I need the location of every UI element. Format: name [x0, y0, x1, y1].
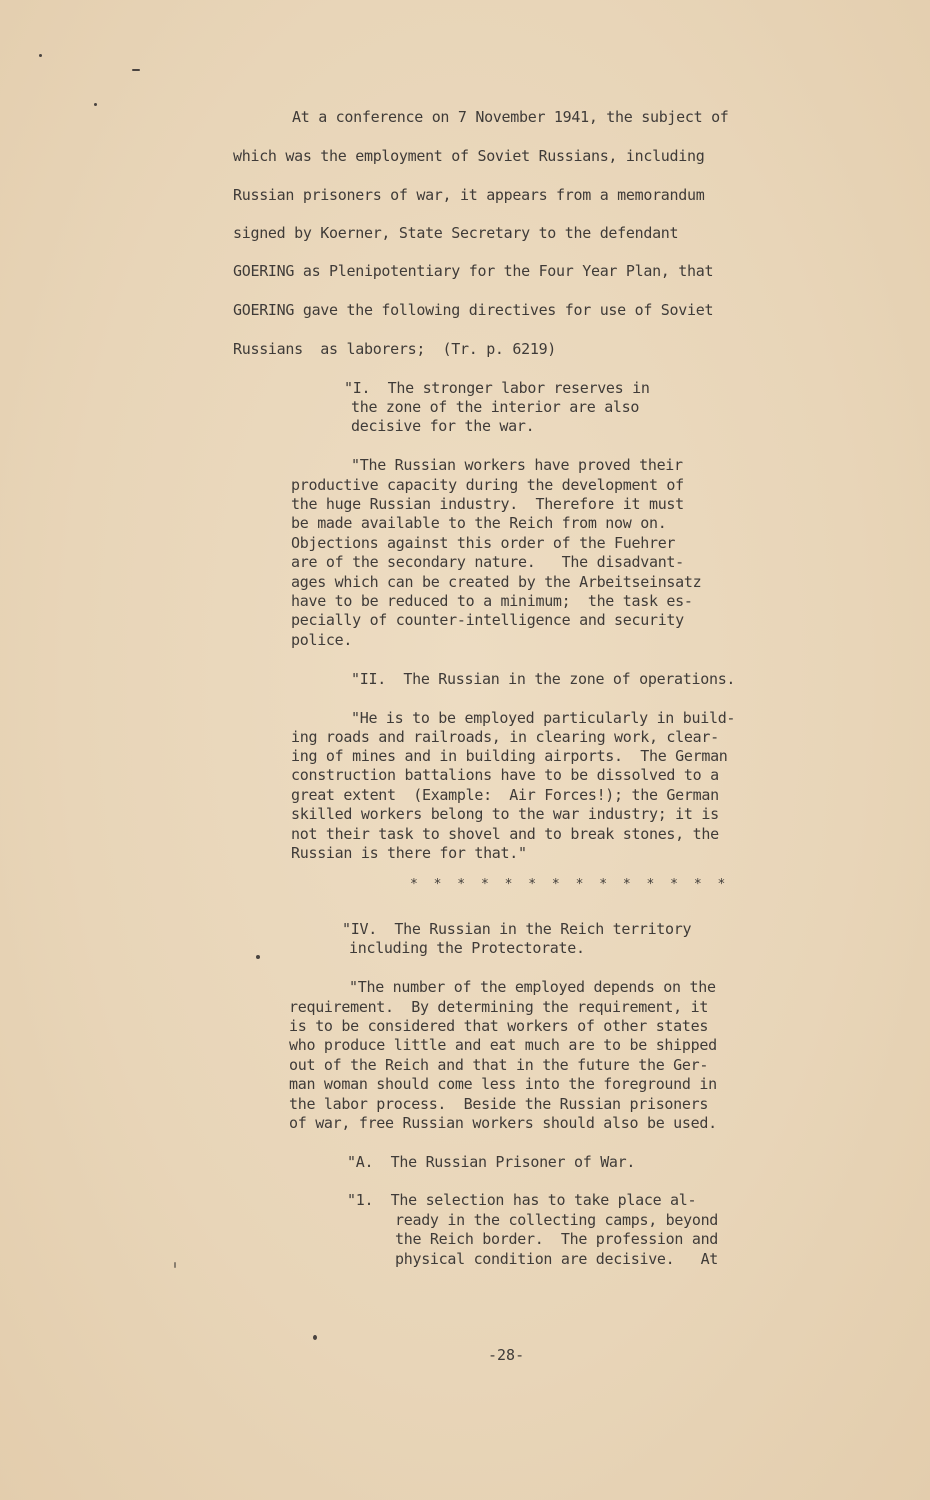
section-separator: * * * * * * * * * * * * * * [410, 877, 730, 892]
section-iv-body-line: man woman should come less into the foreground in [289, 1075, 717, 1093]
section-iv-body-line: out of the Reich and that in the future the Ger- [289, 1056, 709, 1074]
scan-speck [39, 54, 42, 57]
section-ii-body-line: not their task to shovel and to break stones, the [291, 825, 719, 843]
section-iv-body-line: "The number of the employed depends on the [349, 978, 716, 996]
item-1-line: ready in the collecting camps, beyond [395, 1211, 719, 1229]
section-i-body-line: "The Russian workers have proved their [351, 456, 683, 474]
section-i-heading-line: the zone of the interior are also [351, 398, 640, 416]
section-iv-body-line: the labor process. Beside the Russian prisoners [289, 1095, 709, 1113]
section-iv-body-line: who produce little and eat much are to be shipped [289, 1036, 717, 1054]
section-iv-heading-line: "IV. The Russian in the Reich territory [342, 920, 692, 938]
section-i-heading-line: decisive for the war. [351, 417, 535, 435]
intro-line: GOERING as Plenipotentiary for the Four Year Plan, that [233, 262, 714, 280]
page-number: -28- [488, 1346, 525, 1364]
section-ii-body-line: ing roads and railroads, in clearing work, clear- [291, 728, 719, 746]
section-ii-heading: "II. The Russian in the zone of operations. [351, 670, 736, 688]
intro-line: GOERING gave the following directives for use of Soviet [233, 301, 714, 319]
section-iv-body-line: is to be considered that workers of other states [289, 1017, 709, 1035]
section-i-body-line: ages which can be created by the Arbeitseinsatz [291, 573, 702, 591]
section-i-body-line: Objections against this order of the Fuehrer [291, 534, 676, 552]
section-i-heading-line: "I. The stronger labor reserves in [344, 379, 650, 397]
section-iv-body-line: of war, free Russian workers should also be used. [289, 1114, 717, 1132]
intro-line: Russians as laborers; (Tr. p. 6219) [233, 340, 557, 358]
section-i-body-line: pecially of counter-intelligence and security [291, 611, 684, 629]
intro-line: signed by Koerner, State Secretary to the defendant [233, 224, 679, 242]
section-iv-heading-line: including the Protectorate. [349, 939, 585, 957]
section-ii-body-line: great extent (Example: Air Forces!); the German [291, 786, 719, 804]
section-i-body-line: police. [291, 631, 353, 649]
section-i-body-line: are of the secondary nature. The disadvant- [291, 553, 684, 571]
section-i-body-line: have to be reduced to a minimum; the task es- [291, 592, 693, 610]
item-1-line: the Reich border. The profession and [395, 1230, 719, 1248]
item-1-line: physical condition are decisive. At [395, 1250, 719, 1268]
section-ii-body-line: construction battalions have to be dissolved to a [291, 766, 719, 784]
section-i-body-line: productive capacity during the development of [291, 476, 684, 494]
subsection-a-heading: "A. The Russian Prisoner of War. [347, 1153, 636, 1171]
section-ii-body-line: ing of mines and in building airports. The German [291, 747, 728, 765]
scan-speck [174, 1262, 176, 1268]
item-1-line: "1. The selection has to take place al- [347, 1191, 697, 1209]
intro-line: Russian prisoners of war, it appears from a memorandum [233, 186, 705, 204]
scan-speck [256, 955, 260, 959]
scan-speck [132, 69, 140, 71]
section-ii-body-line: skilled workers belong to the war industry; it is [291, 805, 719, 823]
section-ii-body-line: "He is to be employed particularly in build- [351, 709, 736, 727]
intro-line: which was the employment of Soviet Russians, including [233, 147, 705, 165]
section-ii-body-line: Russian is there for that." [291, 844, 527, 862]
scan-speck [313, 1335, 317, 1340]
section-i-body-line: be made available to the Reich from now on. [291, 514, 667, 532]
section-i-body-line: the huge Russian industry. Therefore it must [291, 495, 684, 513]
section-iv-body-line: requirement. By determining the requirement, it [289, 998, 709, 1016]
scan-speck [94, 103, 97, 106]
intro-line: At a conference on 7 November 1941, the subject of [292, 108, 729, 126]
